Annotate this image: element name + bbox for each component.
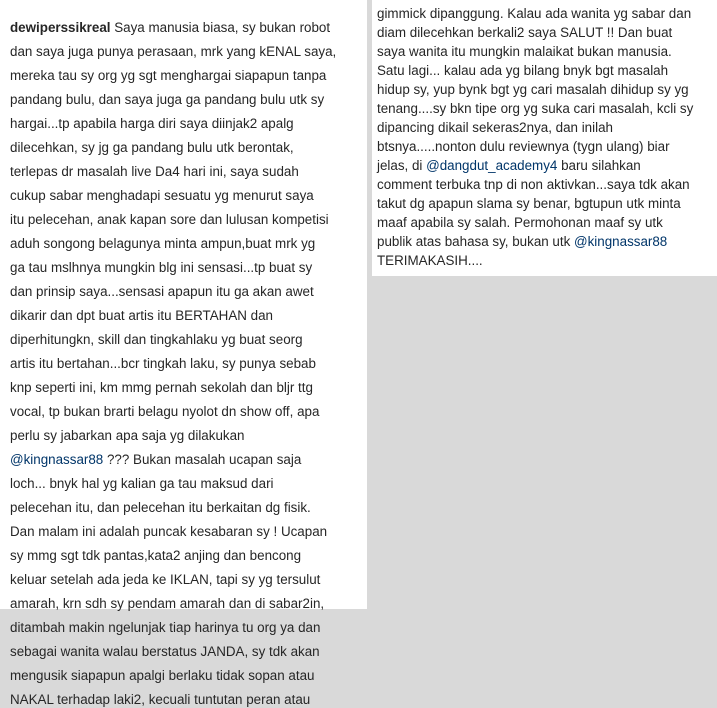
caption-line: cukup sabar menghadapi sesuatu yg menurut saya bbox=[10, 188, 314, 203]
caption-text: baru silahkan bbox=[557, 158, 641, 173]
caption-line: loch... bnyk hal yg kalian ga tau maksud dari bbox=[10, 476, 274, 491]
caption-line: dikarir dan dpt buat artis itu BERTAHAN dan bbox=[10, 308, 273, 323]
username[interactable]: dewiperssikreal bbox=[10, 20, 111, 35]
caption-line: comment terbuka tnp di non aktivkan...saya tdk akan bbox=[377, 177, 690, 192]
caption-line: ga tau mslhnya mungkin blg ini sensasi...tp buat sy bbox=[10, 260, 313, 275]
caption-line: Satu lagi... kalau ada yg bilang bnyk bgt masalah bbox=[377, 63, 669, 78]
caption-line: ditambah makin ngelunjak tiap harinya tu org ya dan bbox=[10, 620, 321, 635]
caption-text: Saya manusia biasa, sy bukan robot bbox=[110, 20, 331, 35]
mention-link[interactable]: @kingnassar88 bbox=[10, 452, 104, 467]
caption-line: takut dg apapun slama sy benar, bgtupun utk minta bbox=[377, 196, 681, 211]
caption-line: keluar setelah ada jeda ke IKLAN, tapi sy yg tersulut bbox=[10, 572, 321, 587]
caption-line: knp seperti ini, km mmg pernah sekolah dan bljr ttg bbox=[10, 380, 313, 395]
caption-line: amarah, krn sdh sy pendam amarah dan di sabar2in, bbox=[10, 596, 325, 611]
caption-line: pelecehan itu, dan pelecehan itu berkaitan dg fisik. bbox=[10, 500, 311, 515]
caption-text: ??? Bukan masalah ucapan saja bbox=[103, 452, 302, 467]
caption-line: TERIMAKASIH.... bbox=[377, 253, 483, 268]
caption-line: artis itu bertahan...bcr tingkah laku, sy punya sebab bbox=[10, 356, 316, 371]
caption-line-mention bbox=[10, 452, 301, 468]
caption-line: mengusik siapapun apalgi berlaku tidak sopan atau bbox=[10, 668, 315, 683]
caption-line-mention bbox=[377, 158, 641, 174]
caption-line: maaf apabila sy salah. Permohonan maaf sy utk bbox=[377, 215, 663, 230]
mention-link[interactable]: @kingnassar88 bbox=[574, 234, 668, 249]
caption-line: aduh songong belagunya minta ampun,buat mrk yg bbox=[10, 236, 316, 251]
caption-text: publik atas bahasa sy, bukan utk bbox=[377, 234, 575, 249]
caption-line: tenang....sy bkn tipe org yg suka cari masalah, kcli sy bbox=[377, 101, 694, 116]
caption-line: Dan malam ini adalah puncak kesabaran sy ! Ucapan bbox=[10, 524, 328, 539]
caption-line: btsnya.....nonton dulu reviewnya (tygn ulang) biar bbox=[377, 139, 670, 154]
caption-line-mention bbox=[377, 234, 667, 250]
post-caption-right bbox=[372, 0, 717, 276]
caption-line: sy mmg sgt tdk pantas,kata2 anjing dan bencong bbox=[10, 548, 302, 563]
caption-text: jelas, di bbox=[377, 158, 427, 173]
caption-line: pandang bulu, dan saya juga ga pandang bulu utk sy bbox=[10, 92, 325, 107]
caption-line: gimmick dipanggung. Kalau ada wanita yg sabar dan bbox=[377, 6, 692, 21]
caption-line: dan prinsip saya...sensasi apapun itu ga akan awet bbox=[10, 284, 314, 299]
caption-line: diperhitungkn, skill dan tingkahlaku yg buat seorg bbox=[10, 332, 303, 347]
caption-line: saya wanita itu mungkin malaikat bukan manusia. bbox=[377, 44, 672, 59]
caption-line: hargai...tp apabila harga diri saya diinjak2 apalg bbox=[10, 116, 294, 131]
caption-line-1 bbox=[10, 20, 330, 36]
caption-line: perlu sy jabarkan apa saja yg dilakukan bbox=[10, 428, 245, 443]
caption-line: hidup sy, yup bynk bgt yg cari masalah dihidup sy yg bbox=[377, 82, 689, 97]
mention-link[interactable]: @dangdut_academy4 bbox=[426, 158, 558, 173]
caption-line: vocal, tp bukan brarti belagu nyolot dn show off, apa bbox=[10, 404, 320, 419]
caption-line: mereka tau sy org yg sgt menghargai siapapun tanpa bbox=[10, 68, 327, 83]
caption-line: terlepas dr masalah live Da4 hari ini, saya sudah bbox=[10, 164, 299, 179]
caption-line: diam dilecehkan berkali2 saya SALUT !! Dan buat bbox=[377, 25, 673, 40]
caption-line: NAKAL terhadap laki2, kecuali tuntutan peran atau bbox=[10, 692, 311, 707]
caption-line: sebagai wanita walau berstatus JANDA, sy tdk akan bbox=[10, 644, 320, 659]
caption-line: dipancing dikail sekeras2nya, dan inilah bbox=[377, 120, 613, 135]
caption-line: dan saya juga punya perasaan, mrk yang kENAL saya, bbox=[10, 44, 337, 59]
caption-line: dilecehkan, sy jg ga pandang bulu utk berontak, bbox=[10, 140, 294, 155]
caption-line: itu pelecehan, anak kapan sore dan lulusan kompetisi bbox=[10, 212, 329, 227]
